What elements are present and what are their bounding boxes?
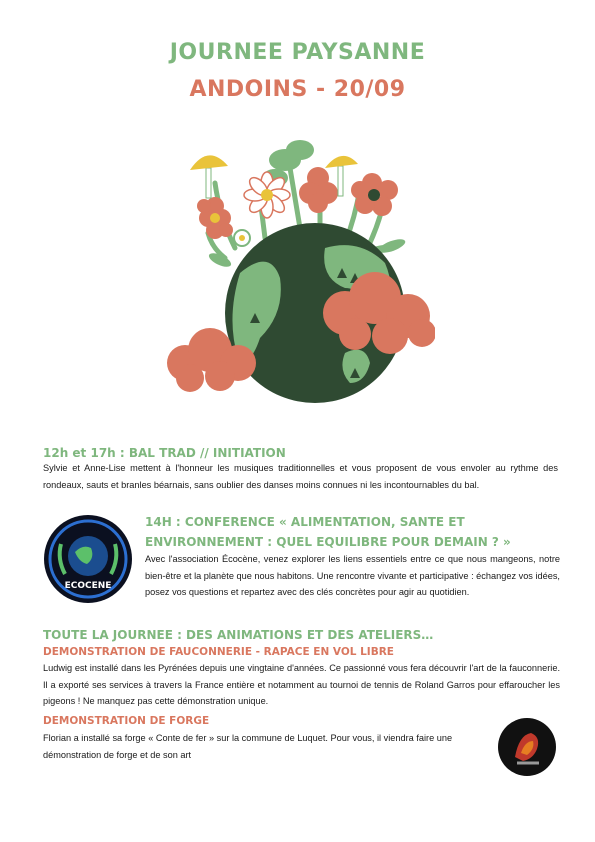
forge-text: Florian a installé sa forge « Conte de fer » sur la commune de Luquet. Pour vous, il viendra faire une démonstration de forge et de son art bbox=[43, 733, 453, 760]
page-subtitle: ANDOINS - 20/09 bbox=[189, 77, 406, 102]
page-title: JOURNEE PAYSANNE bbox=[169, 40, 426, 65]
bal-text: Sylvie et Anne-Lise mettent à l'honneur les musiques traditionnelles et vous proposent de vous envoler au rythme des rondeaux, sauts et branles béarnais, sans oublier des danses moins connues ni les incontournables du bal. bbox=[43, 463, 558, 490]
conference-heading-line1: 14H : CONFERENCE « ALIMENTATION, SANTE ET bbox=[145, 515, 465, 529]
svg-text:ECOCENE: ECOCENE bbox=[64, 581, 112, 591]
conference-text: Avec l'association Écocène, venez explorer les liens essentiels entre ce que nous mangeons, notre bien-être et la planète que nous habitons. Une rencontre vivante et participative : échangez vos idées, posez vos questions et repartez avec des clés concrètes pour agir au quotidien. bbox=[145, 554, 560, 597]
conference-heading-line2: ENVIRONNEMENT : QUEL EQUILIBRE POUR DEMAIN ? » bbox=[145, 535, 511, 549]
forge-logo bbox=[497, 717, 557, 777]
animations-heading: TOUTE LA JOURNEE : DES ANIMATIONS ET DES ATELIERS… bbox=[43, 628, 434, 642]
fauconnerie-heading: DEMONSTRATION DE FAUCONNERIE - RAPACE EN VOL LIBRE bbox=[43, 646, 394, 658]
earth-flowers-illustration bbox=[160, 138, 435, 428]
fauconnerie-text: Ludwig est installé dans les Pyrénées depuis une vingtaine d'années. Ce passionné vous fera découvrir l'art de la fauconnerie. Il a exporté ses services à travers la France entière et notamment au tournoi de tennis de Roland Garros pour effaroucher les pigeons ! Ne manquez pas cette démonstration unique. bbox=[43, 663, 560, 706]
ecocene-logo bbox=[43, 514, 133, 604]
forge-heading: DEMONSTRATION DE FORGE bbox=[43, 715, 210, 727]
bal-heading: 12h et 17h : BAL TRAD // INITIATION bbox=[43, 446, 286, 460]
